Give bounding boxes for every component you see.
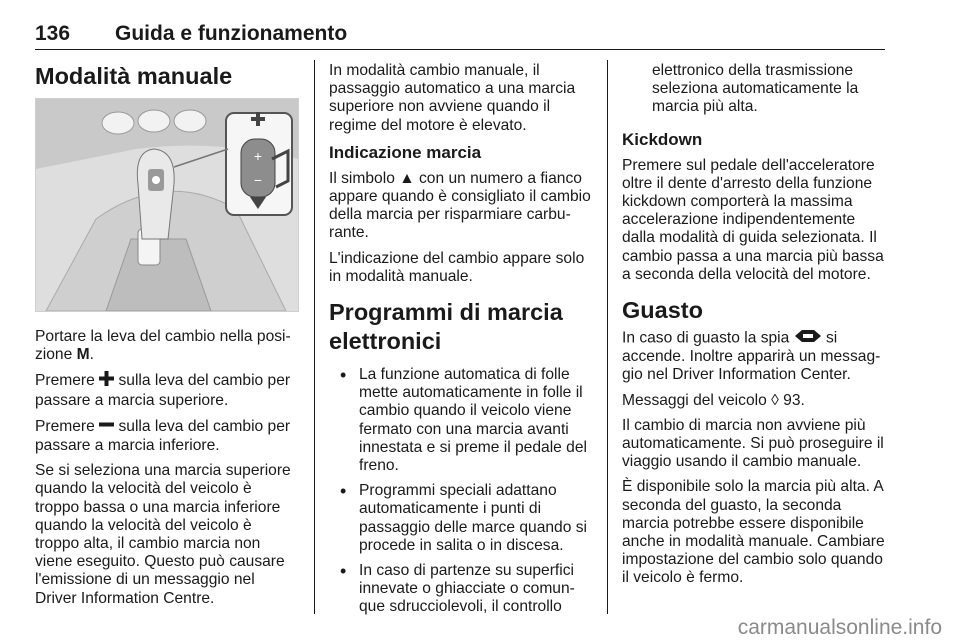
gear-shift-figure-svg [36, 99, 298, 311]
heading-kickdown: Kickdown [622, 129, 703, 149]
text-marcia-superiore: sulla leva del cambio per passare a marcia superiore. [35, 372, 291, 409]
text-marcia-inferiore: sulla leva del cambio per passare a marcia inferiore. [35, 418, 291, 455]
paragraph-portare-leva [35, 328, 300, 364]
column-3 [622, 62, 888, 595]
minus-icon [99, 417, 114, 437]
text-premere-1: Premere [35, 372, 100, 390]
paragraph-premere-minus [35, 417, 300, 455]
column-divider-2 [607, 60, 608, 614]
paragraph-messaggi-veicolo [622, 392, 888, 410]
paragraph-simbolo [329, 170, 594, 243]
list-item: • La funzione automatica di folle mette automaticamente in folle il cambio quando il veicolo viene fermato con una marcia avanti innestata e si preme il pedale del freno. [329, 366, 594, 475]
heading-guasto: Guasto [622, 297, 703, 324]
text-mode-m: M [76, 346, 90, 364]
list-item: • In caso di partenze su superfici innevate o ghiacciate o comun-que sdrucciolevoli, il controllo [329, 562, 594, 617]
paragraph-kickdown: Premere sul pedale dell'acceleratore oltre il dente d'arresto della funzione kickdown comporterà la massima accelerazione indipendentemente dalla modalità di guida selezionata. Il cambio passa a una marcia più bassa a seconda della velocità del motore. [622, 156, 884, 283]
list-item: • Programmi speciali adattano automaticamente i punti di passaggio delle marce quando si procede in salita o in discesa. [329, 482, 594, 555]
text-period: . [89, 346, 94, 364]
text-simbolo-rest: con un numero a fianco appare quando è consigliato il cambio della marcia per risparmiare carbu-rante. [329, 169, 591, 242]
paragraph-seleziona-marcia: Se si seleziona una marcia superiore quando la velocità del veicolo è troppo bassa o una marcia inferiore quando la velocità del veicolo è troppo alta, il cambio marcia non viene eseguito. Questo può causare l'emissione di un messaggio nel Driver Information Centre. [35, 462, 291, 607]
section-title: Guida e funzionamento [115, 22, 348, 45]
paragraph-guasto [622, 329, 888, 385]
paragraph-marcia-alta: È disponibile solo la marcia più alta. A seconda del guasto, la seconda marcia potrebbe essere disponibile anche in modalità manuale. Cambiare impostazione del cambio solo quando il veicolo è fermo. [622, 478, 885, 587]
watermark: carmanualsonline.info [737, 616, 942, 639]
page-header [35, 22, 885, 50]
column-2 [329, 62, 594, 624]
text-portare-leva: Portare la leva del cambio nella posi-zione [35, 328, 291, 364]
svg-text:−: − [253, 172, 263, 188]
text-guasto-b: si accende. Inoltre apparirà un messag-gio nel Driver Information Center. [622, 329, 881, 384]
text-messaggi: Messaggi del veicolo [622, 391, 772, 409]
plus-icon [99, 371, 114, 391]
triangle-up-icon: ▲ [399, 169, 415, 187]
heading-indicazione-marcia: Indicazione marcia [329, 142, 482, 162]
paragraph-indicazione-cambio: L'indicazione del cambio appare solo in modalità manuale. [329, 249, 585, 285]
paragraph-bullet-continuation: elettronico della trasmissione seleziona automaticamente la marcia più alta. [652, 62, 859, 116]
paragraph-cambio-manuale: Il cambio di marcia non avviene più automaticamente. Si può proseguire il viaggio usando il cambio manuale. [622, 416, 884, 471]
svg-text:+: + [253, 148, 263, 164]
text-page-ref: 93. [778, 391, 805, 409]
column-1 [35, 62, 300, 615]
text-simbolo: Il simbolo [329, 169, 400, 187]
text-guasto-a: In caso di guasto la spia [622, 329, 794, 347]
column-divider-1 [314, 60, 315, 614]
paragraph-premere-plus [35, 371, 300, 409]
page-reference-icon: ◊ [771, 391, 779, 409]
heading-programmi-marcia: Programmi di marcia elettronici [329, 299, 563, 355]
header-rule [35, 49, 885, 50]
gear-shift-illustration [35, 98, 299, 312]
transmission-warning-icon [794, 329, 822, 348]
heading-modalita-manuale: Modalità manuale [35, 63, 233, 89]
text-premere-2: Premere [35, 418, 100, 436]
paragraph-modalita-cambio: In modalità cambio manuale, il passaggio automatico a una marcia superiore non avviene quando il regime del motore è elevato. [329, 62, 576, 134]
page-number: 136 [35, 22, 71, 45]
list-programmi [329, 366, 594, 617]
